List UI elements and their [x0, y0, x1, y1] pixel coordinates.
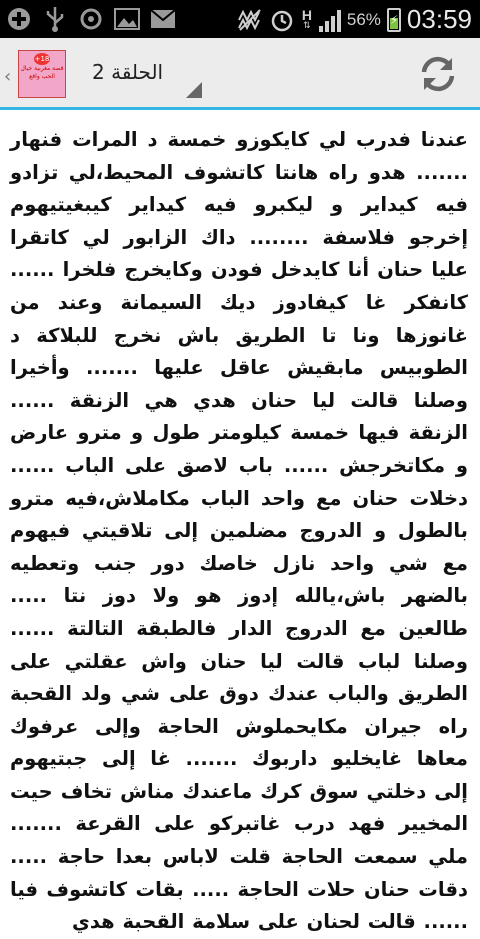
status-indicators	[237, 4, 472, 35]
clock: 03:59	[406, 4, 472, 34]
overflow-indicator	[186, 82, 202, 98]
usb-icon	[42, 6, 68, 32]
sync-icon	[78, 6, 104, 32]
app-logo[interactable]: +18 قصة مغربية خيال الحب واقع	[18, 50, 66, 98]
battery-percent: 56%	[346, 9, 381, 29]
network-icon: H ⇅	[301, 7, 312, 31]
mute-icon	[237, 7, 263, 33]
refresh-icon[interactable]	[416, 52, 460, 96]
add-icon	[6, 6, 32, 32]
image-icon	[114, 6, 140, 32]
logo-text: قصة مغربية خيال الحب واقع	[20, 65, 64, 80]
notification-icons	[6, 6, 176, 32]
page-title: الحلقة 2	[92, 60, 164, 84]
mail-icon	[150, 6, 176, 32]
status-bar	[0, 0, 480, 38]
network-type-label: H	[301, 7, 312, 23]
alarm-icon	[269, 7, 295, 33]
story-content[interactable]	[10, 124, 468, 934]
story-text: عندنا فدرب لي كايكوزو خمسة د المرات فنهار ....... هدو راه هانتا كاتشوف المحيط،لي تزادو فيه كيداير و ليكبرو فيه كيداير كيبغيتيهوم إخرجو فلاسفة ........ داك الزابور لي كاتقرا عليا حنان أنا كايدخل فودن وكايخرج فلخرا ...... كانفكر غا كيفادوز ديك السيمانة وعند من غانوزها ونا تا الطريق باش نخرج للبلاكة د الطوبيس مابقيش عاقل عليها ....... وأخيرا وصلنا قالت ليا حنان هدي هي الزنقة ...... الزنقة فيها خمسة كيلومتر طول و مترو عارض و مكاتخرجش ...... باب لاصق على الباب ...... دخلات حنان مع واحد الباب مكاملاش،فيه مترو بالطول و الدروج مضلمين إلى تلاقيتي فيهوم مع شي واحد نازل خاصك دور جنب وتعطيه بالضهر باش،يالله إدوز هو ولا دوز نتا ..... طالعين مع الدروج الدار فالطبقة التالتة ...... وصلنا لباب قالت ليا حنان واش عقلتي على الطريق والباب عندك دوق على شي ولد القحبة راه جيران مكايحملوش الحاجة وإلى عرفوك معاها غايخليو داربوك ....... غا إلى جبتيهوم إلى دخلتي سوق كرك ماعندك مناش تخاف حيت المخيير فهد درب غاتبركو على القرعة ....... ملي سمعت الحاجة قلت لاباس بعدا حاجة ..... دقات حنان حلات الحاجة ..... بقات كاتشوف فيا ...... قالت لحنان على سلامة القحبة هدي	[10, 128, 468, 934]
battery-charging-icon: ⚡	[387, 8, 401, 32]
signal-icon	[319, 8, 341, 32]
action-bar	[0, 38, 480, 110]
back-chevron-icon[interactable]: ‹	[4, 66, 12, 87]
